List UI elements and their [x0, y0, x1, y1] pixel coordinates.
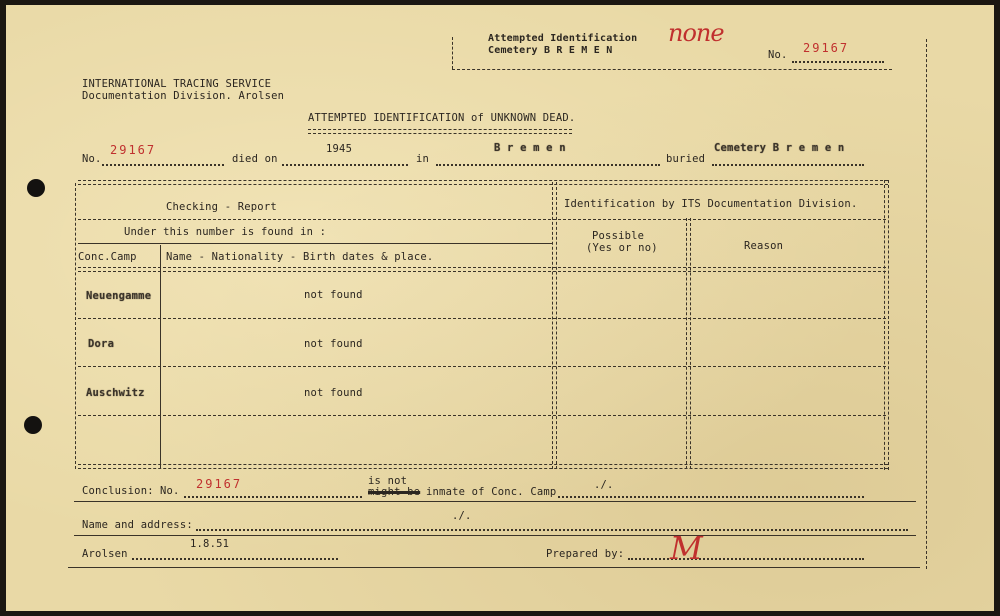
buried-label: buried: [666, 153, 706, 165]
header-divider-line: [78, 219, 886, 220]
buried-value: Cemetery B r e m e n: [714, 142, 845, 154]
record-no-value: 29167: [110, 143, 157, 157]
name-address-dots: [196, 529, 908, 531]
stamp-no-label: No.: [768, 49, 788, 61]
table-bottom-border: [78, 464, 888, 469]
possible-header-2: (Yes or no): [586, 242, 658, 254]
in-label: in: [416, 153, 430, 165]
org-line-1: INTERNATIONAL TRACING SERVICE: [82, 78, 272, 90]
found-in-underline: [78, 243, 552, 244]
row-2-result: not found: [304, 338, 363, 350]
conclusion-camp-dots: [558, 496, 864, 498]
punch-hole-top: [27, 179, 45, 197]
prepared-by-initial: M: [670, 529, 703, 567]
stamp-no-value: 29167: [803, 41, 850, 55]
conclusion-label: Conclusion:: [82, 485, 154, 497]
row-1-result: not found: [304, 289, 363, 301]
footer-date: 1.8.51: [190, 538, 230, 550]
row-3-result: not found: [304, 387, 363, 399]
in-dots: [436, 164, 660, 166]
checking-header: Checking - Report: [166, 201, 277, 213]
name-address-label: Name and address:: [82, 519, 193, 531]
conclusion-camp-value: ./.: [594, 479, 614, 491]
table-camp-divider: [160, 245, 161, 469]
conclusion-no-value: 29167: [196, 477, 243, 491]
punch-hole-bottom: [24, 416, 42, 434]
died-label: died on: [232, 153, 278, 165]
arolsen-dots: [132, 558, 338, 560]
table-reason-divider: [686, 218, 691, 469]
buried-dots: [712, 164, 864, 166]
reason-header: Reason: [744, 240, 784, 252]
camp-column-header: Conc.Camp: [78, 251, 137, 263]
row-2-camp: Dora: [88, 338, 115, 350]
row-3-divider: [78, 415, 886, 416]
row-3-camp: Auschwitz: [86, 387, 145, 399]
column-header-bottom: [78, 267, 886, 272]
title-underline: [308, 129, 572, 134]
document-card: [6, 5, 994, 611]
in-value: B r e m e n: [494, 142, 566, 154]
stamp-border-right: [926, 39, 927, 569]
stamp-border-left: [452, 37, 453, 69]
arolsen-label: Arolsen: [82, 548, 128, 560]
table-right-border: [884, 180, 889, 470]
record-no-dots: [102, 164, 224, 166]
stamp-border-bottom: [452, 69, 892, 70]
form-title: ATTEMPTED IDENTIFICATION of UNKNOWN DEAD.: [308, 112, 576, 124]
stamp-no-dots: [792, 61, 884, 63]
conclusion-is-not: is not: [368, 475, 408, 487]
conclusion-inmate-text: inmate of Conc. Camp: [426, 486, 557, 498]
table-top-border: [78, 180, 888, 185]
prepared-by-dots: [628, 558, 864, 560]
died-dots: [282, 164, 408, 166]
conclusion-struck: might be: [368, 486, 421, 498]
table-left-border: [75, 183, 76, 469]
name-column-header: Name - Nationality - Birth dates & place.: [166, 251, 434, 263]
table-mid-divider: [552, 182, 557, 469]
conclusion-no-dots: [184, 496, 362, 498]
stamp-line-1: Attempted Identification: [488, 33, 638, 44]
name-address-value: ./.: [452, 510, 472, 522]
possible-header-1: Possible: [592, 230, 645, 242]
record-no-label: No.: [82, 153, 102, 165]
conclusion-divider: [74, 501, 916, 502]
prepared-by-label: Prepared by:: [546, 548, 625, 560]
row-1-divider: [78, 318, 886, 319]
handwritten-none: none: [668, 19, 724, 47]
identification-header: Identification by ITS Documentation Division.: [564, 198, 858, 210]
footer-bottom-line: [68, 567, 920, 568]
row-1-camp: Neuengamme: [86, 290, 152, 302]
name-address-divider: [74, 535, 916, 536]
stamp-line-2: Cemetery B R E M E N: [488, 45, 613, 56]
found-in-label: Under this number is found in :: [124, 226, 327, 238]
conclusion-no-label: No.: [160, 485, 180, 497]
org-line-2: Documentation Division. Arolsen: [82, 90, 285, 102]
row-2-divider: [78, 366, 886, 367]
died-value: 1945: [326, 143, 353, 155]
